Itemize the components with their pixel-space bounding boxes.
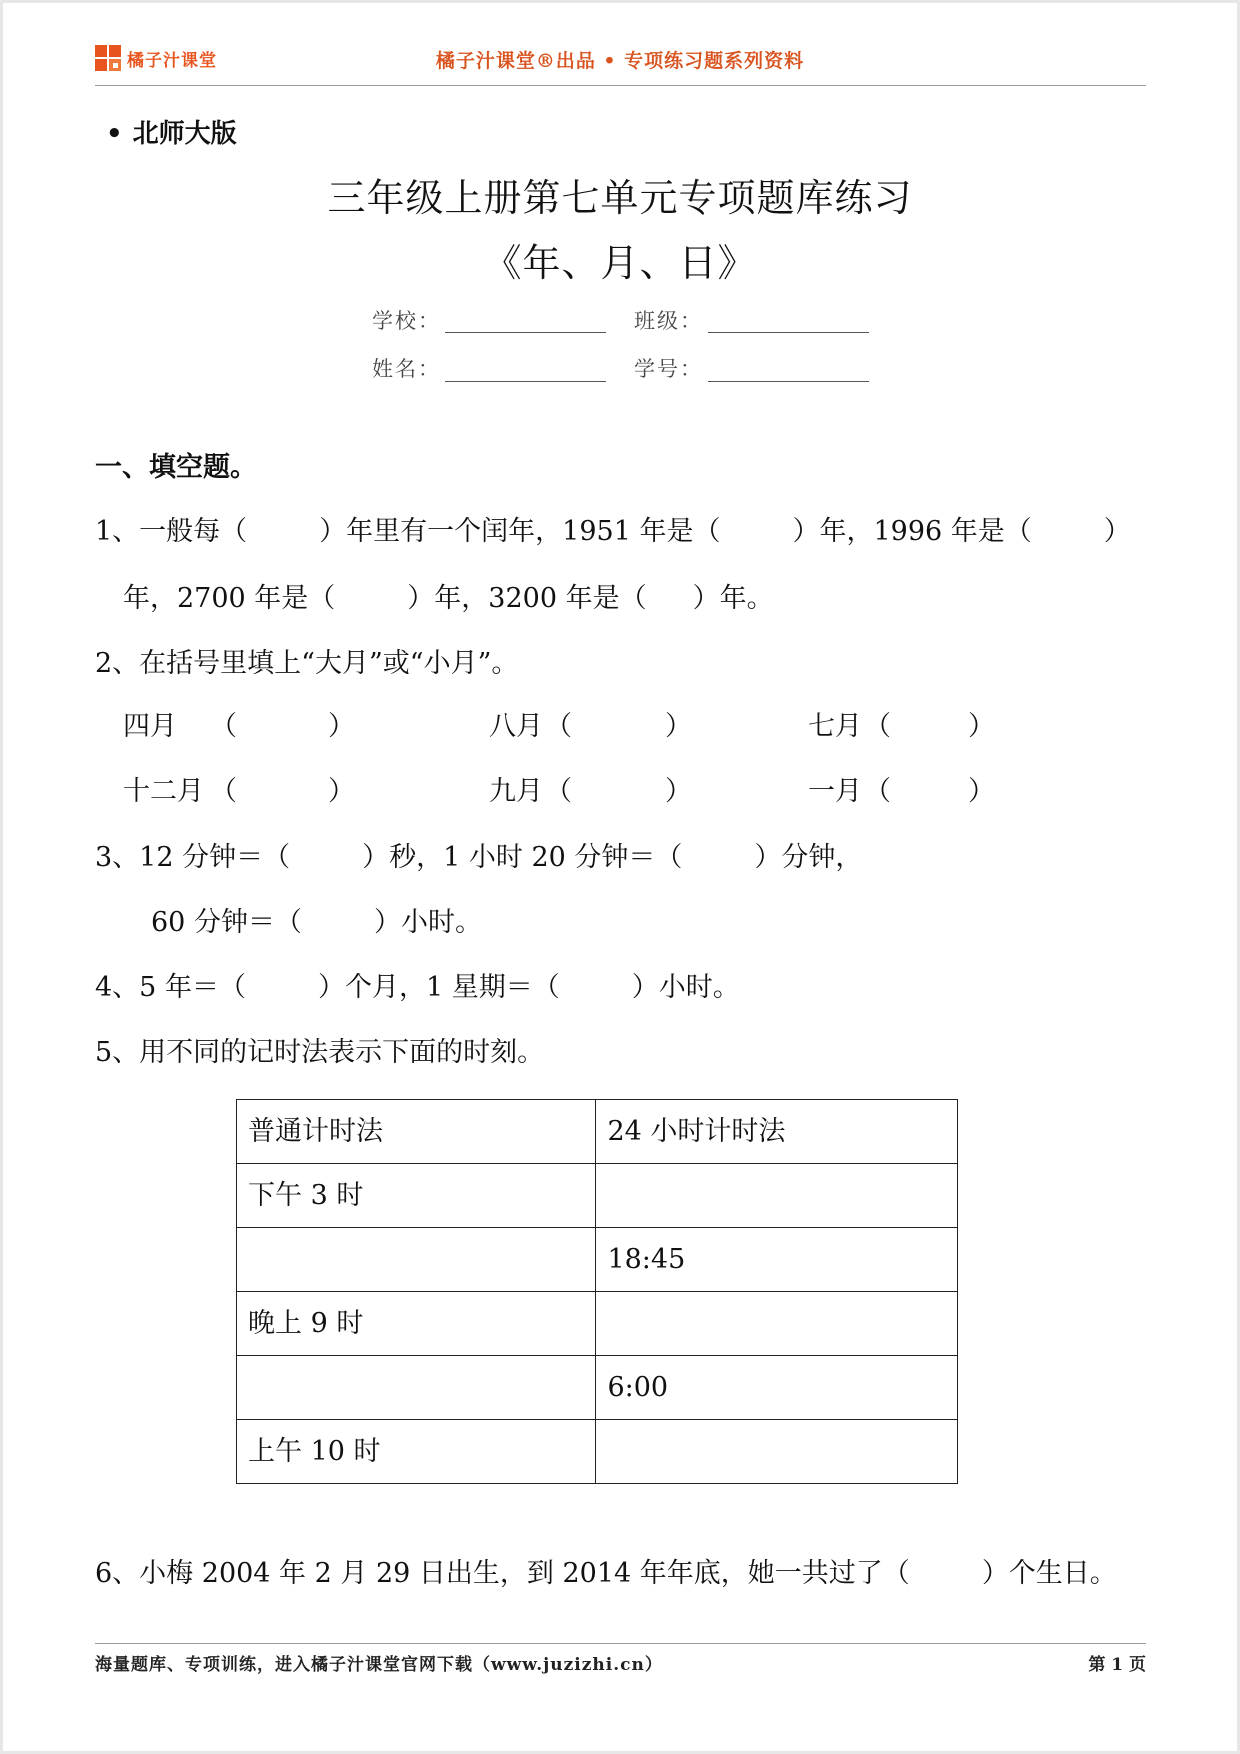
q1-text: ）年。 xyxy=(692,583,774,614)
q4-text: ）小时。 xyxy=(631,972,740,1003)
month-label: 一月 xyxy=(808,776,862,807)
close-paren: ） xyxy=(665,711,692,742)
table-header-cell: 24 小时计时法 xyxy=(596,1100,958,1164)
page-number: 第 1 页 xyxy=(1088,1655,1146,1675)
q1-text: ）年，1996 年是（ xyxy=(792,516,1032,547)
table-header-row xyxy=(237,1100,958,1164)
table-cell xyxy=(237,1228,596,1292)
q6-text: ）个生日。 xyxy=(981,1558,1117,1589)
month-label: 九月 xyxy=(489,776,543,807)
question-4-line-1 xyxy=(95,970,740,1006)
table-header-cell: 普通计时法 xyxy=(237,1100,596,1164)
open-paren: （ xyxy=(545,711,572,742)
student-number-label: 学号： xyxy=(634,357,703,381)
section-heading: 一、填空题。 xyxy=(95,452,257,483)
class-label: 班级： xyxy=(634,309,703,333)
q1-text: ）年，3200 年是（ xyxy=(407,583,647,614)
question-5-prompt: 5、用不同的记时法表示下面的时刻。 xyxy=(95,1037,545,1068)
open-paren: （ xyxy=(545,776,572,807)
answer-blank xyxy=(910,1572,982,1582)
answer-blank xyxy=(246,986,318,996)
answer-blank xyxy=(247,530,319,540)
q6-text: 6、小梅 2004 年 2 月 29 日出生，到 2014 年年底，她一共过了（ xyxy=(95,1558,910,1589)
q3-text: ）秒，1 小时 20 分钟＝（ xyxy=(362,842,683,873)
month-label: 八月 xyxy=(489,711,543,742)
open-paren: （ xyxy=(210,711,237,742)
table-cell: 6:00 xyxy=(596,1356,958,1420)
table-cell: 18:45 xyxy=(596,1228,958,1292)
table-row xyxy=(237,1164,958,1228)
table-cell xyxy=(237,1356,596,1420)
month-label: 四月 xyxy=(123,711,177,742)
school-blank-line xyxy=(445,332,606,333)
edition-bullet: • xyxy=(106,119,123,149)
month-label: 十二月 xyxy=(123,776,204,807)
answer-blank xyxy=(290,856,362,866)
table-cell xyxy=(596,1420,958,1484)
question-3-line-2 xyxy=(151,905,482,941)
table-row xyxy=(237,1356,958,1420)
open-paren: （ xyxy=(864,776,891,807)
table-cell: 上午 10 时 xyxy=(237,1420,596,1484)
month-label: 七月 xyxy=(808,711,862,742)
q3-text: 3、12 分钟＝（ xyxy=(95,842,291,873)
header-divider xyxy=(95,85,1146,86)
school-label: 学校： xyxy=(372,309,441,333)
header-title: 橘子汁课堂®出品 • 专项练习题系列资料 xyxy=(435,50,805,72)
table-cell xyxy=(596,1292,958,1356)
table-cell xyxy=(596,1164,958,1228)
q1-text: ）年里有一个闰年，1951 年是（ xyxy=(319,516,721,547)
footer-text: 海量题库、专项训练，进入橘子汁课堂官网下载（www.juzizhi.cn） xyxy=(95,1655,663,1675)
question-3-line-1 xyxy=(95,840,862,876)
open-paren: （ xyxy=(864,711,891,742)
q4-text: ）个月，1 星期＝（ xyxy=(317,972,560,1003)
q4-text: 4、5 年＝（ xyxy=(95,972,246,1003)
close-paren: ） xyxy=(665,776,692,807)
answer-blank xyxy=(302,921,374,931)
q3-text: ）小时。 xyxy=(373,907,482,938)
close-paren: ） xyxy=(328,776,355,807)
answer-blank xyxy=(335,597,407,607)
worksheet-subtitle: 《年、月、日》 xyxy=(483,241,757,285)
edition-label xyxy=(106,116,237,152)
question-1-line-2 xyxy=(123,581,774,617)
table-cell: 晚上 9 时 xyxy=(237,1292,596,1356)
open-paren: （ xyxy=(210,776,237,807)
table-row xyxy=(237,1228,958,1292)
name-label: 姓名： xyxy=(372,357,441,381)
edition-text: 北师大版 xyxy=(132,119,237,149)
q3-text: ）分钟， xyxy=(754,842,863,873)
q1-text: 1、一般每（ xyxy=(95,516,248,547)
time-notation-table xyxy=(236,1099,958,1484)
name-blank-line xyxy=(445,381,606,382)
answer-blank xyxy=(720,530,792,540)
close-paren: ） xyxy=(968,711,995,742)
close-paren: ） xyxy=(968,776,995,807)
footer-divider xyxy=(95,1643,1146,1644)
close-paren: ） xyxy=(328,711,355,742)
answer-blank xyxy=(1032,530,1104,540)
q1-text: 年，2700 年是（ xyxy=(123,583,336,614)
answer-blank xyxy=(560,986,632,996)
worksheet-title: 三年级上册第七单元专项题库练习 xyxy=(327,176,913,220)
q1-text: ） xyxy=(1103,516,1131,547)
table-cell: 下午 3 时 xyxy=(237,1164,596,1228)
question-6-line-1 xyxy=(95,1556,1117,1592)
brand-name: 橘子汁课堂 xyxy=(127,50,217,71)
q3-text: 60 分钟＝（ xyxy=(151,907,302,938)
answer-blank xyxy=(682,856,754,866)
answer-blank xyxy=(647,597,693,607)
class-blank-line xyxy=(708,332,869,333)
student-number-blank-line xyxy=(708,381,869,382)
question-1-line-1 xyxy=(95,514,1131,550)
table-row xyxy=(237,1292,958,1356)
table-row xyxy=(237,1420,958,1484)
question-2-prompt: 2、在括号里填上“大月”或“小月”。 xyxy=(95,648,519,679)
